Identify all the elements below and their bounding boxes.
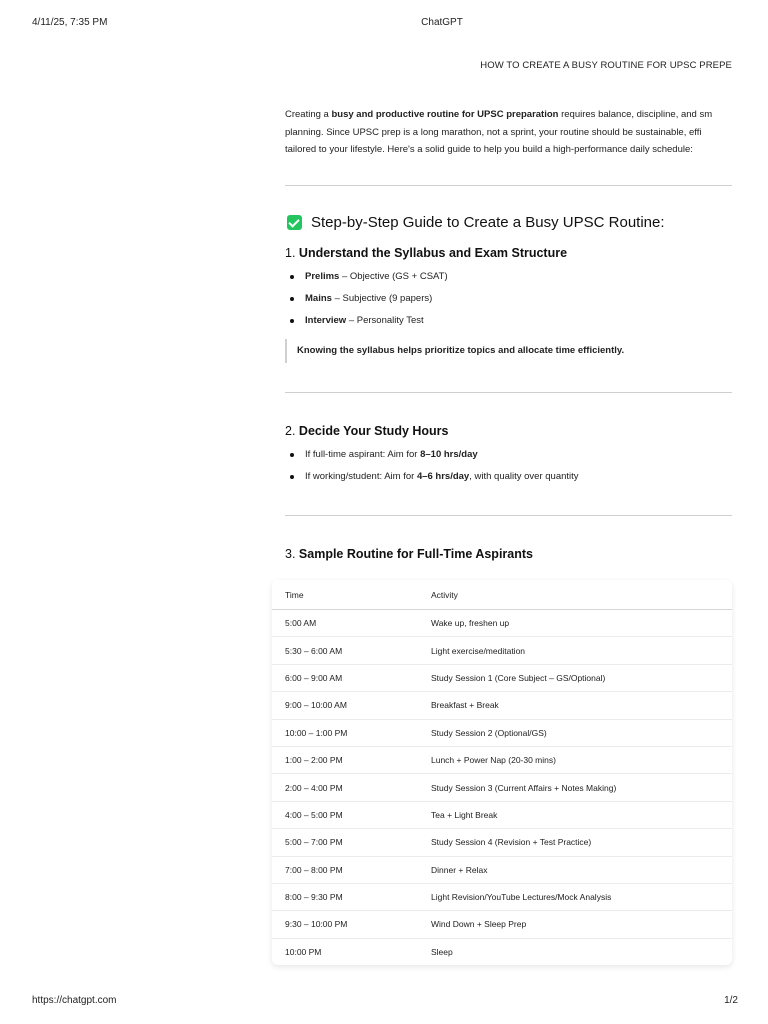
time-cell: 4:00 – 5:00 PM: [272, 801, 431, 828]
section-2-list: [285, 448, 579, 492]
time-cell: 10:00 – 1:00 PM: [272, 719, 431, 746]
activity-cell: Sleep: [431, 946, 453, 957]
table-row: [272, 911, 732, 938]
table-row: [272, 746, 732, 773]
time-cell: 5:00 – 7:00 PM: [272, 829, 431, 856]
document-heading: HOW TO CREATE A BUSY ROUTINE FOR UPSC PREPE: [480, 60, 732, 71]
section-3-heading: 3. Sample Routine for Full-Time Aspirants: [285, 547, 533, 561]
divider: [285, 392, 732, 393]
time-cell: 8:00 – 9:30 PM: [272, 883, 431, 910]
activity-cell: Study Session 2 (Optional/GS): [431, 719, 732, 746]
print-url: https://chatgpt.com: [32, 995, 117, 1006]
activity-cell: Light exercise/meditation: [431, 637, 732, 664]
activity-cell: Tea + Light Break: [431, 801, 732, 828]
activity-cell: Wind Down + Sleep Prep: [431, 911, 732, 938]
activity-cell: Breakfast + Break: [431, 692, 732, 719]
table-row: [272, 637, 732, 664]
table-row: [272, 801, 732, 828]
table-row: [272, 719, 732, 746]
list-item: Interview – Personality Test: [285, 314, 448, 336]
table-header-row: [272, 580, 732, 610]
intro-line-1: Creating a busy and productive routine for UPSC preparation requires balance, discipline, and sm: [285, 109, 713, 120]
table-row: [272, 610, 732, 637]
time-cell: 5:30 – 6:00 AM: [272, 637, 431, 664]
time-cell: 10:00 PM: [285, 946, 322, 957]
guide-title: Step-by-Step Guide to Create a Busy UPSC Routine:: [287, 214, 665, 231]
section-1-heading: 1. Understand the Syllabus and Exam Structure: [285, 246, 568, 260]
list-item: If full-time aspirant: Aim for 8–10 hrs/day: [285, 448, 579, 470]
divider: [285, 515, 732, 516]
table-row: [272, 774, 732, 801]
time-cell: 5:00 AM: [272, 610, 431, 637]
column-header-activity: Activity: [431, 580, 732, 610]
page-number: 1/2: [724, 995, 738, 1006]
divider: [285, 185, 732, 186]
time-cell: 9:30 – 10:00 PM: [272, 911, 431, 938]
check-square-icon: [287, 215, 302, 230]
print-title: ChatGPT: [421, 17, 463, 28]
activity-cell: Study Session 4 (Revision + Test Practice): [431, 829, 732, 856]
intro-line-3: tailored to your lifestyle. Here's a solid guide to help you build a high-performance daily schedule:: [285, 144, 693, 155]
time-cell: 6:00 – 9:00 AM: [272, 664, 431, 691]
table-row: [272, 692, 732, 719]
table-row: [272, 883, 732, 910]
table-row: [272, 938, 732, 965]
activity-cell: Dinner + Relax: [431, 856, 732, 883]
time-cell: 1:00 – 2:00 PM: [272, 746, 431, 773]
table-row: [272, 856, 732, 883]
list-item: Mains – Subjective (9 papers): [285, 292, 448, 314]
time-cell: 2:00 – 4:00 PM: [272, 774, 431, 801]
activity-cell: Study Session 3 (Current Affairs + Notes Making): [431, 774, 732, 801]
column-header-time: Time: [272, 580, 431, 610]
routine-table: [272, 580, 732, 965]
activity-cell: Lunch + Power Nap (20-30 mins): [431, 746, 732, 773]
activity-cell: Light Revision/YouTube Lectures/Mock Analysis: [431, 883, 732, 910]
intro-line-2: planning. Since UPSC prep is a long marathon, not a sprint, your routine should be sustainable, effi: [285, 126, 702, 138]
activity-cell: Study Session 1 (Core Subject – GS/Optional): [431, 664, 732, 691]
time-cell: 7:00 – 8:00 PM: [272, 856, 431, 883]
syllabus-quote: Knowing the syllabus helps prioritize topics and allocate time efficiently.: [285, 339, 624, 363]
table-row: [272, 829, 732, 856]
table-row: [272, 664, 732, 691]
section-2-heading: 2. Decide Your Study Hours: [285, 424, 449, 438]
section-1-list: [285, 270, 448, 336]
list-item: If working/student: Aim for 4–6 hrs/day, with quality over quantity: [285, 470, 579, 492]
activity-cell: Wake up, freshen up: [431, 610, 732, 637]
time-cell: 9:00 – 10:00 AM: [272, 692, 431, 719]
intro-paragraph: [285, 106, 732, 159]
list-item: Prelims – Objective (GS + CSAT): [285, 270, 448, 292]
print-date: 4/11/25, 7:35 PM: [32, 17, 108, 28]
